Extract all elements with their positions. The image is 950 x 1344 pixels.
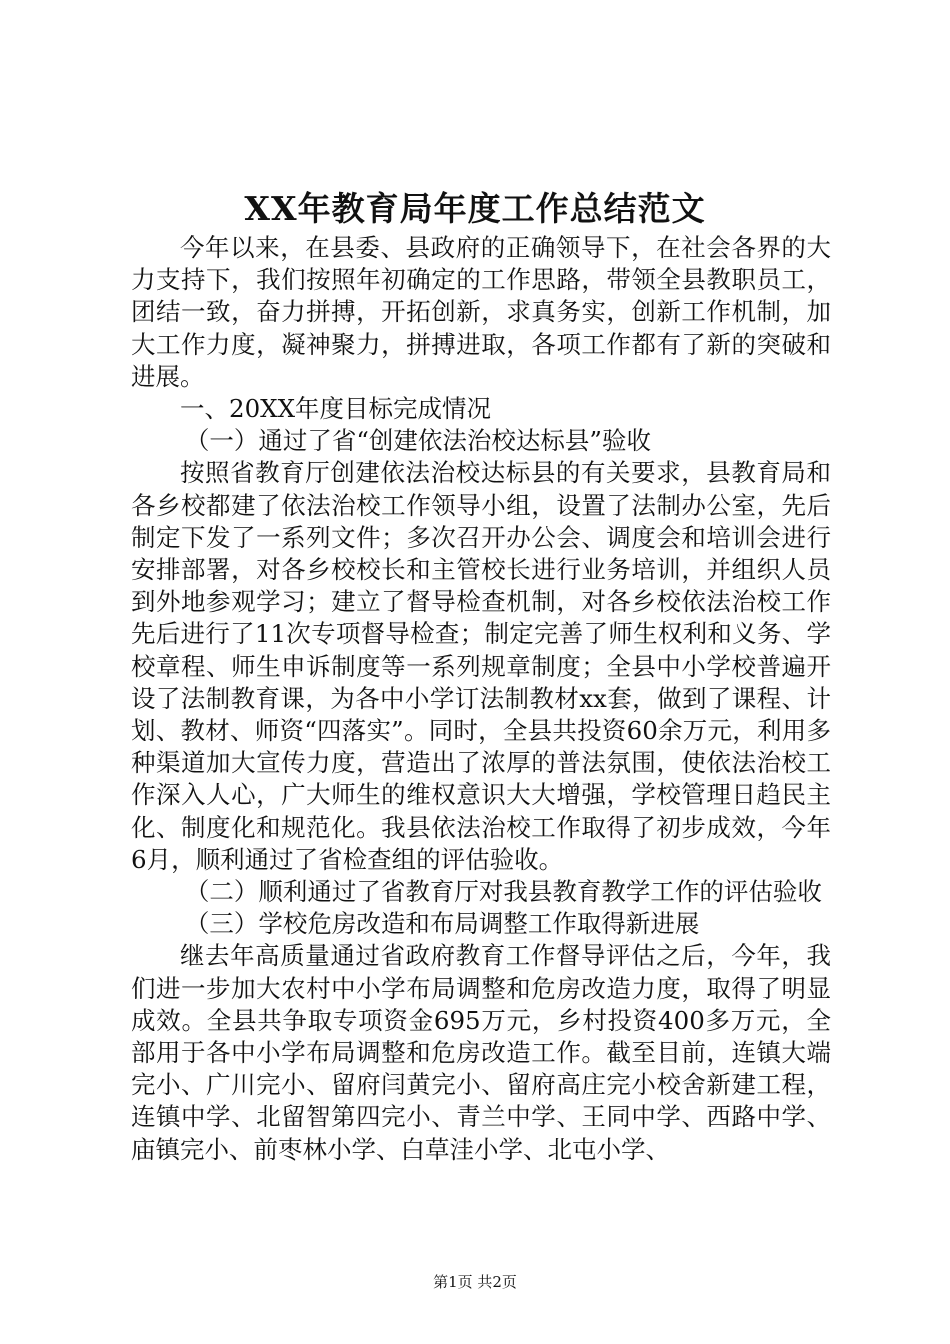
section-heading-1: 一、20XX年度目标完成情况	[180, 394, 492, 424]
paragraph-school-renovation: 继去年高质量通过省政府教育工作督导评估之后，今年，我们进一步加大农村中小学布局调整和危房改造力度，取得了明显成效。全县共争取专项资金695万元，乡村投资400多万元，全部用于各中小学布局调整和危房改造工作。截至目前，连镇大端完小、广川完小、留府闫黄完小、留府高庄完小校舍新建工程，连镇中学、北留智第四完小、青兰中学、王同中学、西路中学、庙镇完小、前枣林小学、白草洼小学、北屯小学、	[131, 941, 831, 1164]
document-body	[131, 232, 831, 1166]
page-number: 第1页 共2页	[433, 1273, 517, 1291]
paragraph-intro: 今年以来，在县委、县政府的正确领导下，在社会各界的大力支持下，我们按照年初确定的工作思路，带领全县教职员工，团结一致，奋力拼搏，开拓创新，求真务实，创新工作机制，加大工作力度，凝神聚力，拼搏进取，各项工作都有了新的突破和进展。	[131, 233, 831, 391]
subsection-heading-2: （二）顺利通过了省教育厅对我县教育教学工作的评估验收	[184, 877, 822, 907]
subsection-heading-3: （三）学校危房改造和布局调整工作取得新进展	[184, 909, 700, 939]
document-title: XX年教育局年度工作总结范文	[244, 189, 706, 228]
paragraph-rule-of-law: 按照省教育厅创建依法治校达标县的有关要求，县教育局和各乡校都建了依法治校工作领导小组，设置了法制办公室，先后制定下发了一系列文件；多次召开办公会、调度会和培训会进行安排部署，对各乡校校长和主管校长进行业务培训，并组织人员到外地参观学习；建立了督导检查机制，对各乡校依法治校工作先后进行了11次专项督导检查；制定完善了师生权利和义务、学校章程、师生申诉制度等一系列规章制度；全县中小学校普遍开设了法制教育课，为各中小学订法制教材xx套，做到了课程、计划、教材、师资“四落实”。同时，全县共投资60余万元，利用多种渠道加大宣传力度，营造出了浓厚的普法氛围，使依法治校工作深入人心，广大师生的维权意识大大增强，学校管理日趋民主化、制度化和规范化。我县依法治校工作取得了初步成效，今年6月，顺利通过了省检查组的评估验收。	[131, 458, 831, 874]
subsection-heading-1: （一）通过了省“创建依法治校达标县”验收	[184, 426, 651, 456]
